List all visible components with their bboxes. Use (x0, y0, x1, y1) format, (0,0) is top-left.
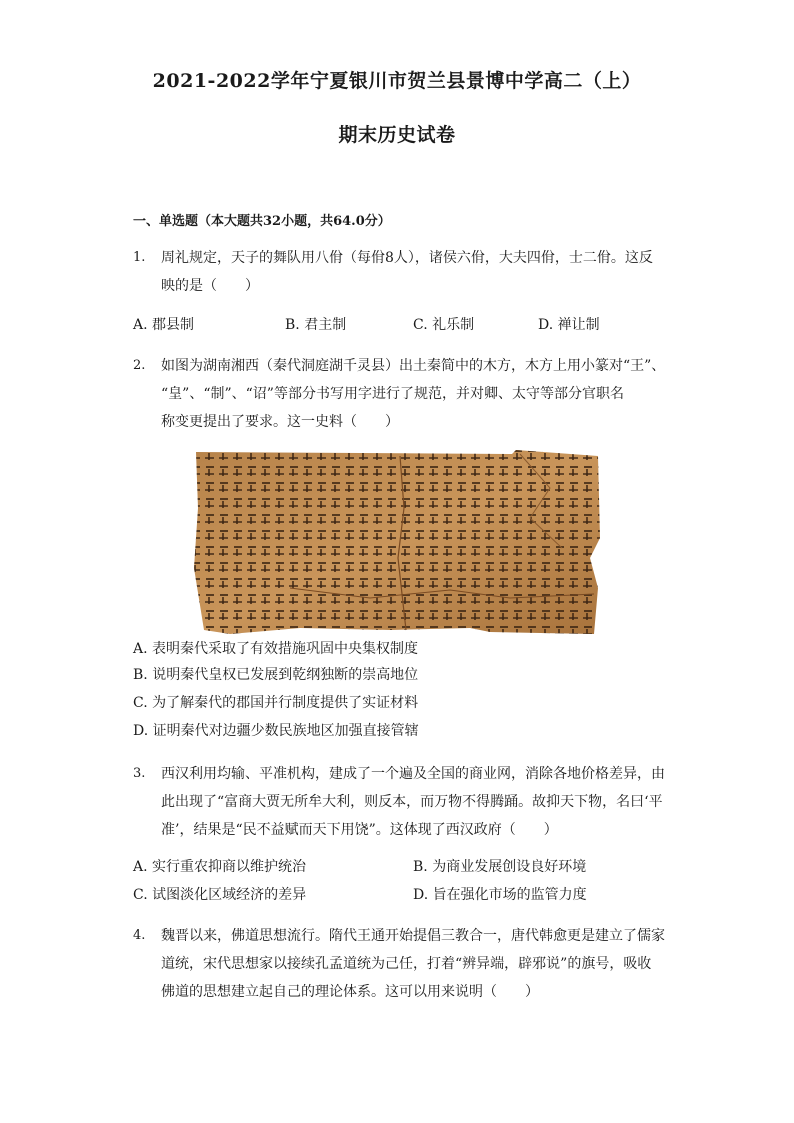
question-line: 周礼规定，天子的舞队用八佾（每佾8人），诸侯六佾，大夫四佾，士二佾。这反 (161, 250, 653, 266)
question-line: 西汉利用均输、平准机构，建成了一个遍及全国的商业网，消除各地价格差异，由 (161, 766, 665, 782)
question-4 (133, 922, 673, 1006)
option-a[interactable]: A. 实行重农抑商以维护统治 (133, 859, 307, 875)
option-b[interactable]: B. 君主制 (285, 317, 347, 333)
question-line: 称变更提出了要求。这一史料（ ） (161, 414, 399, 430)
section-heading: 一、单选题（本大题共32小题，共64.0分） (133, 214, 391, 229)
option-d[interactable]: D. 旨在强化市场的监管力度 (413, 887, 587, 903)
question-1 (133, 244, 673, 300)
option-a[interactable]: A. 郡县制 (133, 317, 195, 333)
exam-title-line1: 2021-2022学年宁夏银川市贺兰县景博中学高二（上） (152, 70, 642, 92)
option-d[interactable]: D. 证明秦代对边疆少数民族地区加强直接管辖 (133, 723, 419, 739)
option-c[interactable]: C. 试图淡化区域经济的差异 (133, 887, 307, 903)
option-b[interactable]: B. 说明秦代皇权已发展到乾纲独断的崇高地位 (133, 667, 419, 683)
question-line: 道统，宋代思想家以接续孔孟道统为己任，打着“辨异端，辟邪说”的旗号，吸收 (161, 956, 652, 972)
question-number: 3. (133, 766, 146, 781)
option-c[interactable]: C. 礼乐制 (413, 317, 475, 333)
question-line: “皇”、“制”、“诏”等部分书写用字进行了规范，并对卿、太守等部分官职名 (161, 386, 624, 402)
question-line: 佛道的思想建立起自己的理论体系。这可以用来说明（ ） (161, 984, 539, 1000)
question-line: 魏晋以来，佛道思想流行。隋代王通开始提倡三教合一，唐代韩愈更是建立了儒家 (161, 928, 665, 944)
question-line: 映的是（ ） (161, 278, 259, 294)
question-3 (133, 760, 673, 844)
option-d[interactable]: D. 禅让制 (538, 317, 600, 333)
question-number: 2. (133, 358, 146, 373)
question-line: 如图为湖南湘西（秦代洞庭湖千灵县）出土秦简中的木方，木方上用小篆对“王”、 (161, 358, 666, 374)
question-number: 4. (133, 928, 146, 943)
option-a[interactable]: A. 表明秦代采取了有效措施巩固中央集权制度 (133, 641, 419, 657)
exam-title-line2: 期末历史试卷 (338, 124, 456, 146)
option-c[interactable]: C. 为了解秦代的郡国并行制度提供了实证材料 (133, 695, 419, 711)
question-line: 准’，结果是“民不益赋而天下用饶”。这体现了西汉政府（ ） (161, 822, 558, 838)
bamboo-slip-image (190, 448, 602, 636)
question-number: 1. (133, 250, 146, 265)
question-2 (133, 352, 673, 436)
question-line: 此出现了“富商大贾无所牟大利，则反本，而万物不得腾踊。故抑天下物，名曰‘平 (161, 794, 663, 810)
option-b[interactable]: B. 为商业发展创设良好环境 (413, 859, 587, 875)
